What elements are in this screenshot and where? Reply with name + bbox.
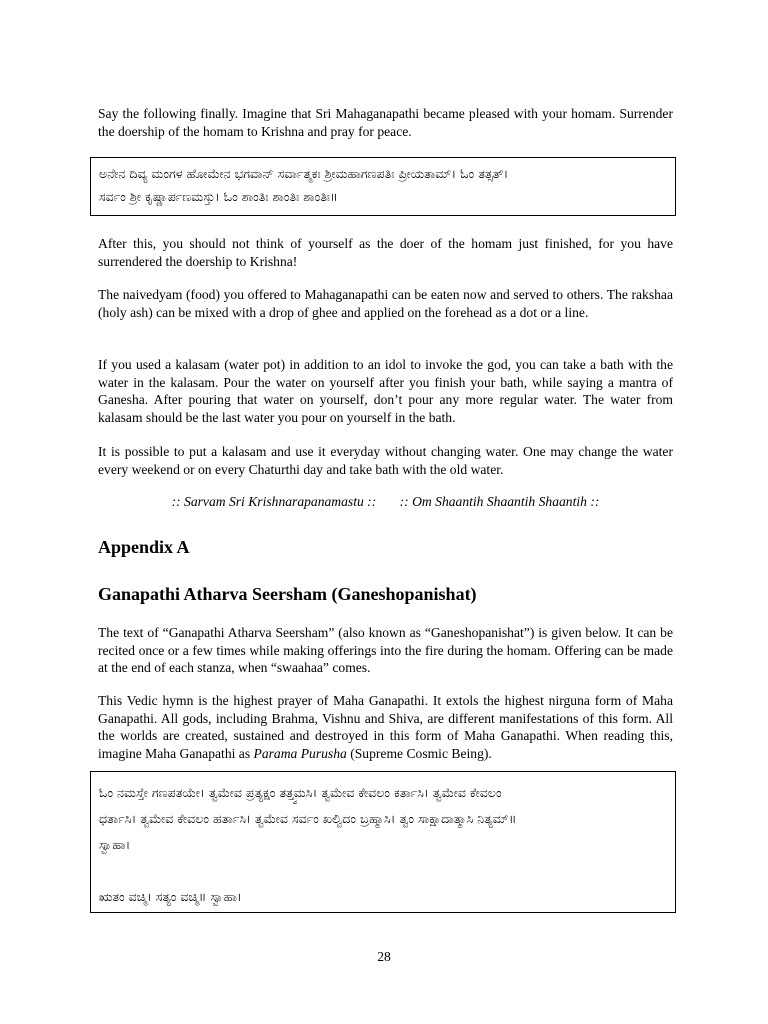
vedic-text-italic: Parama Purusha — [253, 745, 347, 761]
vedic-text-before: This Vedic hymn is the highest prayer of Maha Ganapathi. It extols the highest nirguna form of Maha Ganapathi. All gods, including Brahma, Vishnu and Shiva, are different manifestations of this form. All the worlds are created, sustained and destroyed in this form of Maha Ganapathi. When reading this, imagine Maha Ganapathi as — [98, 693, 673, 761]
doer-paragraph: After this, you should not think of yourself as the doer of the homam just finished, for you have surrendered the doership to Krishna! — [98, 236, 673, 269]
appendix-heading: Appendix A — [98, 537, 190, 557]
section-heading: Ganapathi Atharva Seersham (Ganeshopanishat) — [98, 584, 477, 604]
vedic-hymn-paragraph — [98, 692, 673, 762]
closing-right: :: Om Shaantih Shaantih Shaantih :: — [399, 494, 600, 509]
page-number: 28 — [377, 949, 391, 964]
vedic-text-after: (Supreme Cosmic Being). — [346, 745, 492, 761]
sanskrit-box-atharva-seersham — [90, 771, 676, 913]
sanskrit-line: ಓಂ ನಮಸ್ತೇ ಗಣಪತಯೇ। ತ್ವಮೇವ ಪ್ರತ್ಯಕ್ಷಂ ತತ್ತ್ವಮಸಿ। ತ್ವಮೇವ ಕೇವಲಂ ಕರ್ತಾಸಿ। ತ್ವಮೇವ ಕೇವಲಂ — [99, 785, 502, 800]
sanskrit-line: ಸ್ವಾಹಾ। — [99, 837, 131, 852]
closing-left: :: Sarvam Sri Krishnarapanamastu :: — [171, 494, 377, 509]
sanskrit-box-closing-prayer — [90, 157, 676, 216]
closing-invocation — [98, 494, 673, 510]
everyday-paragraph: It is possible to put a kalasam and use it everyday without changing water. One may change the water every weekend or on every Chaturthi day and take bath with the old water. — [98, 444, 673, 477]
sanskrit-line: ಸರ್ವಂ ಶ್ರೀ ಕೃಷ್ಣಾರ್ಪಣಮಸ್ತು। ಓಂ ಶಾಂತಿಃ ಶಾಂತಿಃ ಶಾಂತಿಃ॥ — [99, 189, 338, 204]
text-intro-paragraph: The text of “Ganapathi Atharva Seersham” (also known as “Ganeshopanishat”) is given below. It can be recited once or a few times while making offerings into the fire during the homam. Offering can be made at the end of each stanza, when “swaahaa” comes. — [98, 625, 673, 676]
kalasam-paragraph: If you used a kalasam (water pot) in addition to an idol to invoke the god, you can take a bath with the water in the kalasam. Pour the water on yourself after you finish your bath, while saying a mantra of Ganesha. After pouring that water on yourself, don’t pour any more regular water. The water from kalasam should be the last water you pour on yourself in the bath. — [98, 357, 673, 425]
intro-paragraph: Say the following finally. Imagine that Sri Mahaganapathi became pleased with your homam. Surrender the doership of the homam to Krishna and pray for peace. — [98, 106, 673, 139]
sanskrit-line: ಅನೇನ ದಿವ್ಯ ಮಂಗಳ ಹೋಮೇನ ಭಗವಾನ್ ಸರ್ವಾತ್ಮಕಃ ಶ್ರೀಮಹಾಗಣಪತಿಃ ಪ್ರೀಯತಾಮ್। ಓಂ ತತ್ಸತ್। — [99, 166, 509, 181]
naivedyam-paragraph: The naivedyam (food) you offered to Mahaganapathi can be eaten now and served to others. The rakshaa (holy ash) can be mixed with a drop of ghee and applied on the forehead as a dot or a line. — [98, 287, 673, 320]
sanskrit-line: ಋತಂ ವಚ್ಮಿ। ಸತ್ಯಂ ವಚ್ಮಿ॥ ಸ್ವಾಹಾ। — [99, 889, 242, 904]
sanskrit-line: ಧರ್ತಾಸಿ। ತ್ವಮೇವ ಕೇವಲಂ ಹರ್ತಾಸಿ। ತ್ವಮೇವ ಸರ್ವಂ ಖಲ್ವಿದಂ ಬ್ರಹ್ಮಾಸಿ। ತ್ವಂ ಸಾಕ್ಷಾದಾತ್ಮಾಸಿ ನಿತ್ಯಮ್॥ — [99, 811, 517, 826]
